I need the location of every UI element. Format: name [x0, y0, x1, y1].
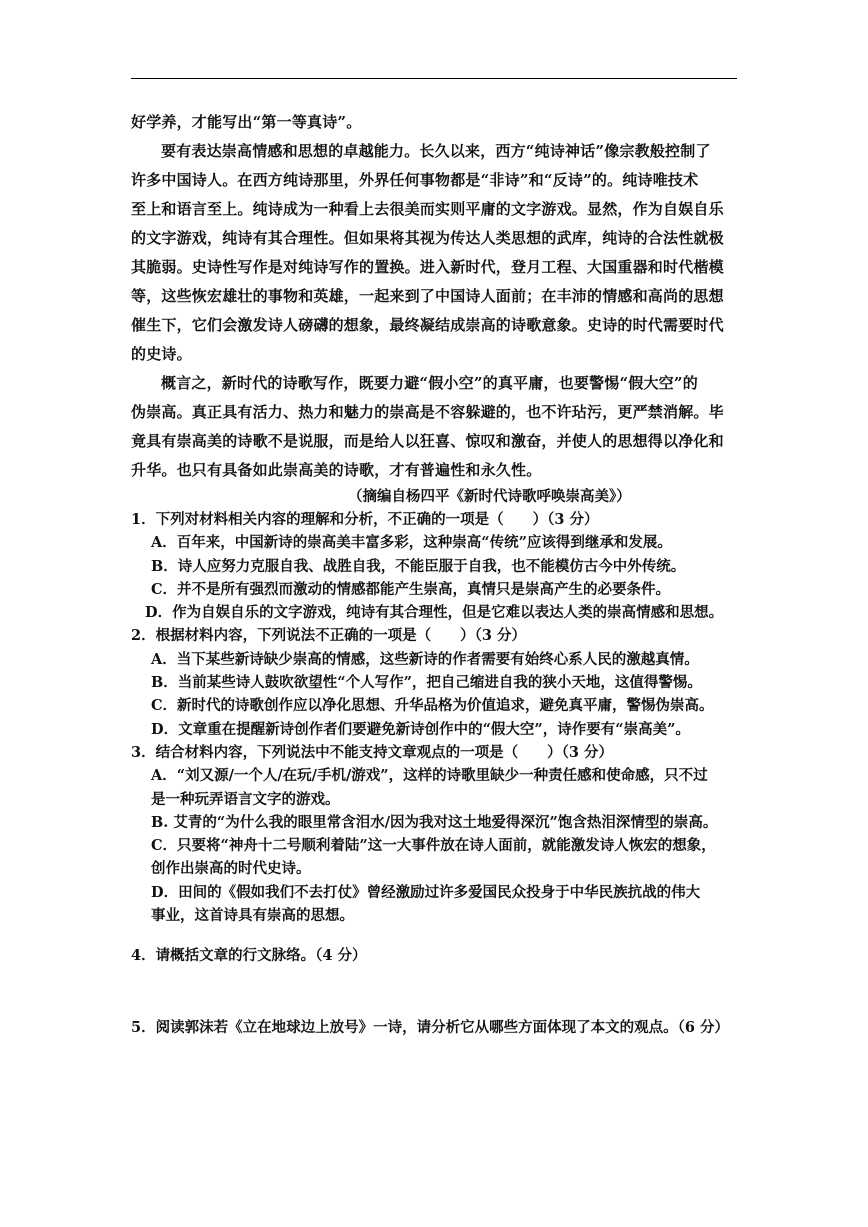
question-1-option-a: A．百年来，中国新诗的崇高美丰富多彩，这种崇高“传统”应该得到继承和发展。	[151, 534, 672, 552]
question-3-stem: 3．结合材料内容，下列说法中不能支持文章观点的一项是（ ）（3 分）	[131, 743, 613, 761]
header-rule	[131, 78, 737, 79]
question-3-option-a: A．“刘又源/一个人/在玩/手机/游戏”，这样的诗歌里缺少一种责任感和使命感，只不过	[151, 767, 708, 785]
question-2-option-b: B．当前某些诗人鼓吹欲望性“个人写作”，把自己缩进自我的狭小天地，这值得警惕。	[151, 674, 702, 692]
question-3-option-a-continued: 是一种玩弄语言文字的游戏。	[151, 790, 340, 808]
question-3-option-c-continued: 创作出崇高的时代史诗。	[151, 860, 311, 878]
question-2-option-a: A．当下某些新诗缺少崇高的情感，这些新诗的作者需要有始终心系人民的激越真情。	[151, 650, 699, 668]
question-3-option-c: C．只要将“神舟十二号顺利着陆”这一大事件放在诗人面前，就能激发诗人恢宏的想象，	[151, 837, 716, 855]
text-line: 催生下，它们会激发诗人磅礴的想象，最终凝结成崇高的诗歌意象。史诗的时代需要时代	[131, 316, 724, 334]
question-1-option-d: D．作为自娱自乐的文字游戏，纯诗有其合理性，但是它难以表达人类的崇高情感和思想。	[145, 604, 724, 622]
question-3-option-d: D．田间的《假如我们不去打仗》曾经激励过许多爱国民众投身于中华民族抗战的伟大	[151, 883, 701, 901]
passage-source: （摘编自杨四平《新时代诗歌呼唤崇高美》）	[348, 488, 631, 505]
text-line: 竟具有崇高美的诗歌不是说服，而是给人以狂喜、惊叹和激奋，并使人的思想得以净化和	[131, 432, 724, 450]
text-line: 伪崇高。真正具有活力、热力和魅力的崇高是不容躲避的，也不许玷污，更严禁消解。毕	[131, 403, 724, 421]
question-2-stem: 2．根据材料内容，下列说法不正确的一项是（ ）（3 分）	[131, 627, 526, 645]
question-4-stem: 4．请概括文章的行文脉络。（4 分）	[131, 947, 367, 965]
passage-paragraph-1	[131, 137, 737, 369]
question-1-option-c: C．并不是所有强烈而激动的情感都能产生崇高，真情只是崇高产生的必要条件。	[151, 580, 671, 598]
text-line: 许多中国诗人。在西方纯诗那里，外界任何事物都是“非诗”和“反诗”的。纯诗唯技术	[131, 171, 699, 189]
text-line: 升华。也只有具备如此崇高美的诗歌，才有普遍性和永久性。	[131, 461, 542, 479]
question-3-option-d-continued: 事业，这首诗具有崇高的思想。	[151, 907, 354, 925]
text-line: 要有表达崇高情感和思想的卓越能力。长久以来，西方“纯诗神话”像宗教般控制了	[161, 142, 711, 160]
question-1-option-b: B．诗人应努力克服自我、战胜自我，不能臣服于自我，也不能模仿古今中外传统。	[151, 557, 686, 575]
question-1-stem: 1．下列对材料相关内容的理解和分析，不正确的一项是（ ）（3 分）	[131, 511, 599, 528]
passage-paragraph-0	[131, 108, 737, 137]
text-line: 概言之，新时代的诗歌写作，既要力避“假小空”的真平庸，也要警惕“假大空”的	[161, 374, 698, 392]
text-line: 的史诗。	[131, 345, 192, 363]
text-line: 其脆弱。史诗性写作是对纯诗写作的置换。进入新时代，登月工程、大国重器和时代楷模	[131, 258, 724, 276]
document-body	[131, 108, 737, 1039]
text-line: 好学养，才能写出“第一等真诗”。	[131, 113, 362, 131]
question-5-stem: 5．阅读郭沫若《立在地球边上放号》一诗，请分析它从哪些方面体现了本文的观点。（6 分）	[131, 1018, 729, 1036]
text-line: 的文字游戏，纯诗有其合理性。但如果将其视为传达人类思想的武库，纯诗的合法性就极	[131, 229, 724, 247]
text-line: 至上和语言至上。纯诗成为一种看上去很美而实则平庸的文字游戏。显然，作为自娱自乐	[131, 200, 724, 218]
question-3-option-b: B. 艾青的“为什么我的眼里常含泪水/因为我对这土地爱得深沉”饱含热泪深情型的崇高。	[151, 813, 718, 831]
question-2-option-d: D．文章重在提醒新诗创作者们要避免新诗创作中的“假大空”，诗作要有“崇高美”。	[151, 720, 690, 738]
text-line: 等，这些恢宏雄壮的事物和英雄，一起来到了中国诗人面前；在丰沛的情感和高尚的思想	[131, 287, 724, 305]
passage-paragraph-2	[131, 369, 737, 485]
question-2-option-c: C．新时代的诗歌创作应以净化思想、升华品格为价值追求，避免真平庸，警惕伪崇高。	[151, 697, 714, 715]
